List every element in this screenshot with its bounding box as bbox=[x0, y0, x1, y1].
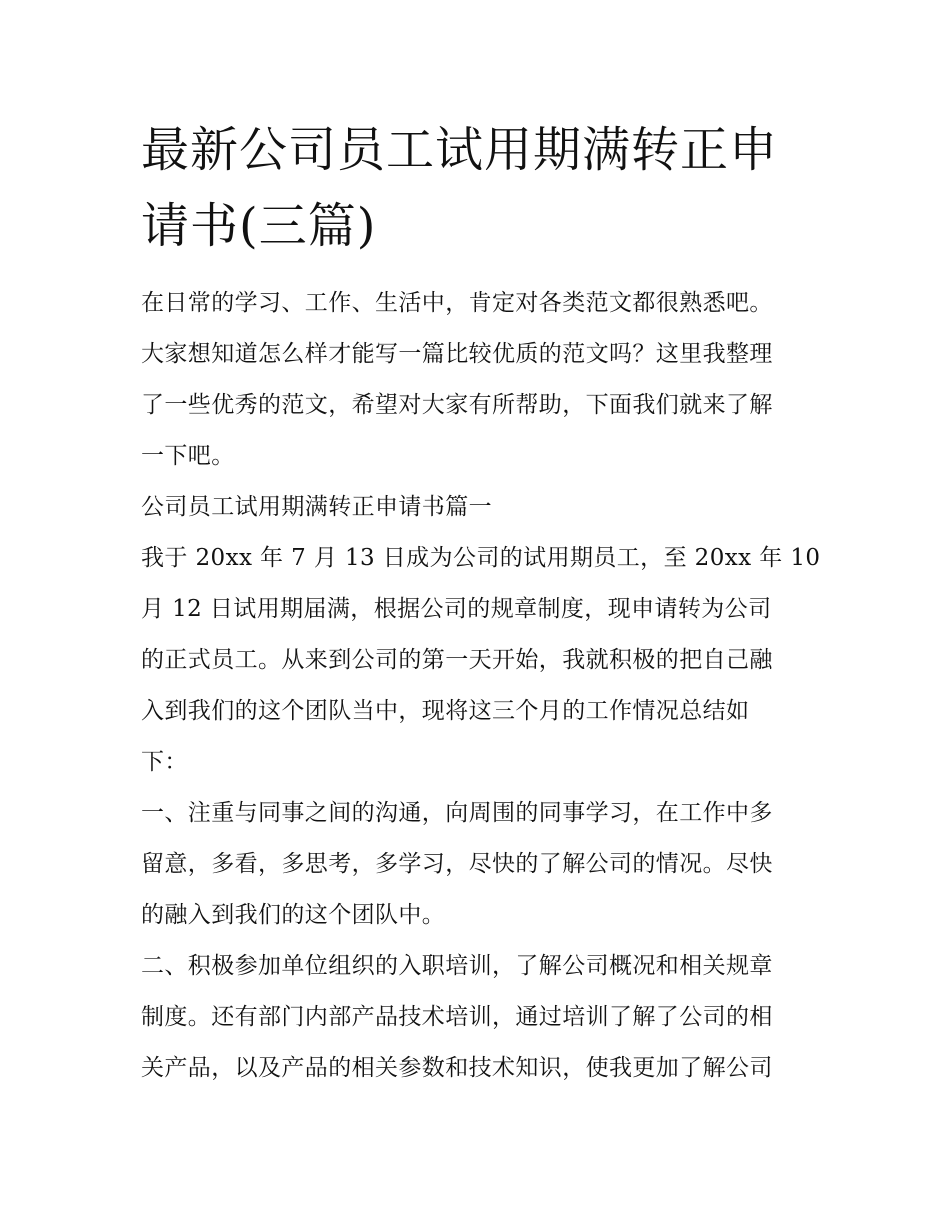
text-line: 入到我们的这个团队当中，现将这三个月的工作情况总结如 bbox=[141, 698, 750, 724]
document-content bbox=[141, 112, 821, 1094]
paragraph-application bbox=[141, 533, 821, 788]
text-line: 制度。还有部门内部产品技术培训，通过培训了解了公司的相 bbox=[141, 1004, 773, 1030]
text-line: 公司员工试用期满转正申请书篇一 bbox=[141, 494, 492, 520]
text-line: 的正式员工。从来到公司的第一天开始，我就积极的把自己融 bbox=[141, 647, 773, 673]
paragraph-intro bbox=[141, 278, 816, 482]
section-heading bbox=[141, 482, 816, 533]
text-line: 大家想知道怎么样才能写一篇比较优质的范文吗？这里我整理 bbox=[141, 341, 773, 367]
title-line: 请书(三篇) bbox=[141, 198, 377, 254]
paragraph-point-one bbox=[141, 788, 816, 941]
document-title bbox=[141, 112, 811, 264]
text-line: 一下吧。 bbox=[141, 443, 235, 469]
title-line: 最新公司员工试用期满转正申 bbox=[141, 122, 779, 178]
text-line: 一、注重与同事之间的沟通，向周围的同事学习，在工作中多 bbox=[141, 800, 773, 826]
text-line: 了一些优秀的范文，希望对大家有所帮助，下面我们就来了解 bbox=[141, 392, 773, 418]
text-line: 留意，多看，多思考，多学习，尽快的了解公司的情况。尽快 bbox=[141, 851, 773, 877]
text-line: 的融入到我们的这个团队中。 bbox=[141, 902, 446, 928]
text-line: 下： bbox=[141, 749, 188, 775]
text-line: 月 12 日试用期届满，根据公司的规章制度，现申请转为公司 bbox=[141, 596, 772, 622]
paragraph-point-two bbox=[141, 941, 816, 1094]
text-line: 关产品，以及产品的相关参数和技术知识，使我更加了解公司 bbox=[141, 1055, 773, 1081]
text-line: 二、积极参加单位组织的入职培训，了解公司概况和相关规章 bbox=[141, 953, 773, 979]
text-line: 在日常的学习、工作、生活中，肯定对各类范文都很熟悉吧。 bbox=[141, 290, 773, 316]
text-line: 我于 20xx 年 7 月 13 日成为公司的试用期员工，至 20xx 年 10 bbox=[141, 545, 821, 571]
document-body bbox=[141, 278, 821, 1094]
